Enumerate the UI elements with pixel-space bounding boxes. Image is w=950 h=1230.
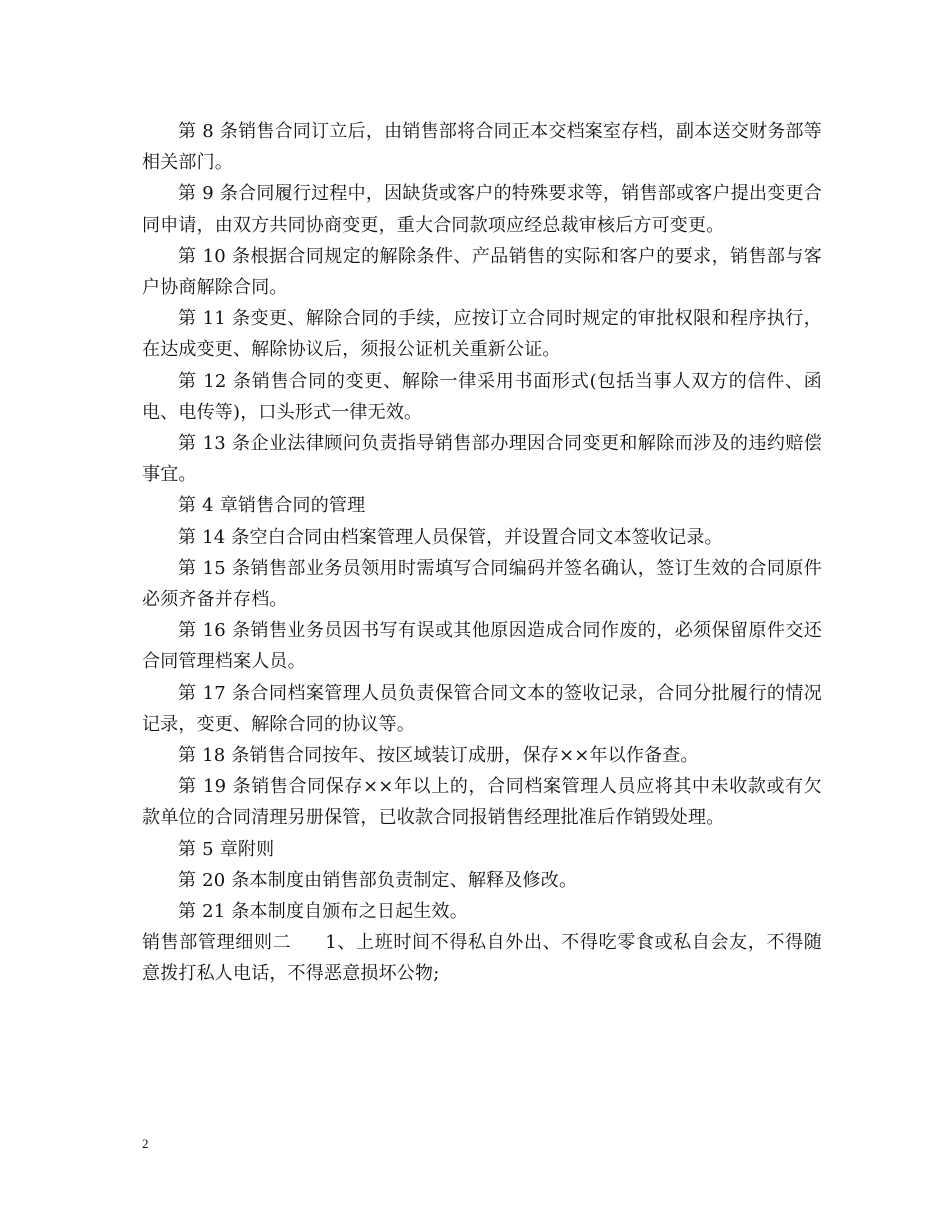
article-paragraph: 第 19 条销售合同保存××年以上的，合同档案管理人员应将其中未收款或有欠款单位的合同清理另册保管，已收款合同报销售经理批准后作销毁处理。 <box>142 776 822 829</box>
article-paragraph: 第 14 条空白合同由档案管理人员保管，并设置合同文本签收记录。 <box>178 526 723 548</box>
article-paragraph: 第 11 条变更、解除合同的手续，应按订立合同时规定的审批权限和程序执行，在达成变更、解除协议后，须报公证机关重新公证。 <box>142 308 822 361</box>
article-paragraph: 第 13 条企业法律顾问负责指导销售部办理因合同变更和解除而涉及的违约赔偿事宜。 <box>142 433 822 486</box>
section-two-paragraph <box>142 927 822 989</box>
article-paragraph: 第 18 条销售合同按年、按区域装订成册，保存××年以作备查。 <box>178 745 699 767</box>
chapter-heading: 第 4 章销售合同的管理 <box>178 495 366 517</box>
document-body <box>142 116 822 990</box>
article-paragraph: 第 10 条根据合同规定的解除条件、产品销售的实际和客户的要求，销售部与客户协商解除合同。 <box>142 245 822 299</box>
page-number: 2 <box>142 1136 149 1151</box>
section-two-first-item: 1、上班时间不得私自外出、不得吃零食或私自会友，不得随意拨打私人电话，不得恶意损坏公物; <box>142 932 822 985</box>
article-paragraph: 第 17 条合同档案管理人员负责保管合同文本的签收记录，合同分批履行的情况记录，变更、解除合同的协议等。 <box>142 682 822 735</box>
article-paragraph: 第 20 条本制度由销售部负责制定、解释及修改。 <box>178 869 578 891</box>
article-paragraph: 第 15 条销售部业务员领用时需填写合同编码并签名确认，签订生效的合同原件必须齐备并存档。 <box>142 557 822 611</box>
article-paragraph: 第 16 条销售业务员因书写有误或其他原因造成合同作废的，必须保留原件交还合同管理档案人员。 <box>142 620 822 673</box>
article-paragraph: 第 8 条销售合同订立后，由销售部将合同正本交档案室存档，副本送交财务部等相关部门。 <box>142 121 822 174</box>
section-two-title: 销售部管理细则二 <box>142 932 292 954</box>
article-paragraph: 第 21 条本制度自颁布之日起生效。 <box>178 901 468 923</box>
article-paragraph: 第 12 条销售合同的变更、解除一律采用书面形式(包括当事人双方的信件、函电、电传等)，口头形式一律无效。 <box>142 370 822 423</box>
article-paragraph: 第 9 条合同履行过程中，因缺货或客户的特殊要求等，销售部或客户提出变更合同申请，由双方共同协商变更，重大合同款项应经总裁审核后方可变更。 <box>142 183 822 236</box>
chapter-heading: 第 5 章附则 <box>178 838 275 860</box>
